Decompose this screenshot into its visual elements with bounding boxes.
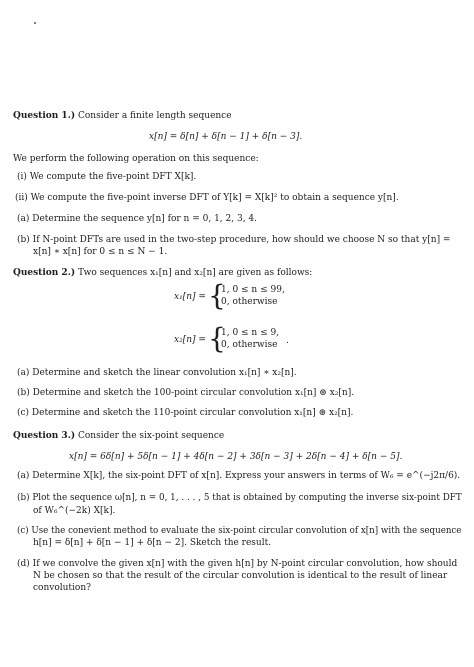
q3-heading: Question 3.)	[13, 431, 76, 441]
q3-part-a: (a) Determine X[k], the six-point DFT of x[n]. Express your answers in terms of W₆ = e^(−j2π/6).	[17, 471, 461, 481]
q1-part-b-line2: x[n] ∗ x[n] for 0 ≤ n ≤ N − 1.	[33, 247, 168, 257]
x2-lhs: x₂[n] =	[174, 335, 206, 345]
page-speck	[34, 22, 36, 24]
q3-intro: Consider the six-point sequence	[77, 431, 225, 441]
q1-part-b-line1: (b) If N-point DFTs are used in the two-step procedure, how should we choose N so that y[n] =	[17, 235, 451, 245]
q2-part-b: (b) Determine and sketch the 100-point circular convolution x₁[n] ⊛ x₂[n].	[17, 388, 355, 398]
x1-case-2: 0, otherwise	[221, 297, 278, 307]
q3-part-d-line2: N be chosen so that the result of the circular convolution is identical to the result of linear	[33, 571, 448, 581]
q3-part-d-line1: (d) If we convolve the given x[n] with the given h[n] by N-point circular convolution, how should	[17, 559, 458, 569]
q3-line	[13, 431, 224, 442]
q1-heading: Question 1.)	[13, 111, 76, 121]
x2-case-1: 1, 0 ≤ n ≤ 9,	[221, 328, 280, 338]
q1-equation: x[n] = δ[n] + δ[n − 1] + δ[n − 3].	[149, 132, 303, 142]
q3-part-c-line2: h[n] = δ[n] + δ[n − 1] + δ[n − 2]. Sketch the result.	[33, 538, 272, 548]
x2-end-period: .	[286, 336, 289, 346]
q3-part-b-line2: of W₆^(−2k) X[k].	[33, 506, 116, 516]
q2-part-c: (c) Determine and sketch the 110-point circular convolution x₁[n] ⊛ x₂[n].	[17, 408, 354, 418]
q1-part-a: (a) Determine the sequence y[n] for n = 0, 1, 2, 3, 4.	[17, 214, 257, 224]
q2-intro: Two sequences x₁[n] and x₂[n] are given as follows:	[77, 268, 313, 278]
q2-part-a: (a) Determine and sketch the linear convolution x₁[n] ∗ x₂[n].	[17, 368, 297, 378]
x2-case-2: 0, otherwise	[221, 340, 278, 350]
q1-perform: We perform the following operation on this sequence:	[13, 154, 259, 164]
q1-step-ii: (ii) We compute the five-point inverse DFT of Y[k] = X[k]² to obtain a sequence y[n].	[15, 193, 399, 203]
x1-case-1: 1, 0 ≤ n ≤ 99,	[221, 285, 285, 295]
q1-intro: Consider a finite length sequence	[77, 111, 232, 121]
q2-heading: Question 2.)	[13, 268, 76, 278]
x1-brace: {	[208, 279, 226, 312]
q3-equation: x[n] = 6δ[n] + 5δ[n − 1] + 4δ[n − 2] + 3δ[n − 3] + 2δ[n − 4] + δ[n − 5].	[69, 452, 403, 462]
q1-step-i: (i) We compute the five-point DFT X[k].	[17, 172, 197, 182]
q1-line	[13, 111, 232, 122]
q3-part-d-line3: convolution?	[33, 583, 91, 593]
q3-part-b-line1: (b) Plot the sequence ω[n], n = 0, 1, . . . , 5 that is obtained by computing the inverse six-point DFT	[17, 493, 462, 503]
q3-part-c-line1: (c) Use the conevient method to evaluate the six-point circular convolution of x[n] with the sequence	[17, 526, 462, 536]
q2-line	[13, 268, 312, 279]
x1-lhs: x₁[n] =	[174, 292, 206, 302]
x2-brace: {	[208, 322, 226, 355]
